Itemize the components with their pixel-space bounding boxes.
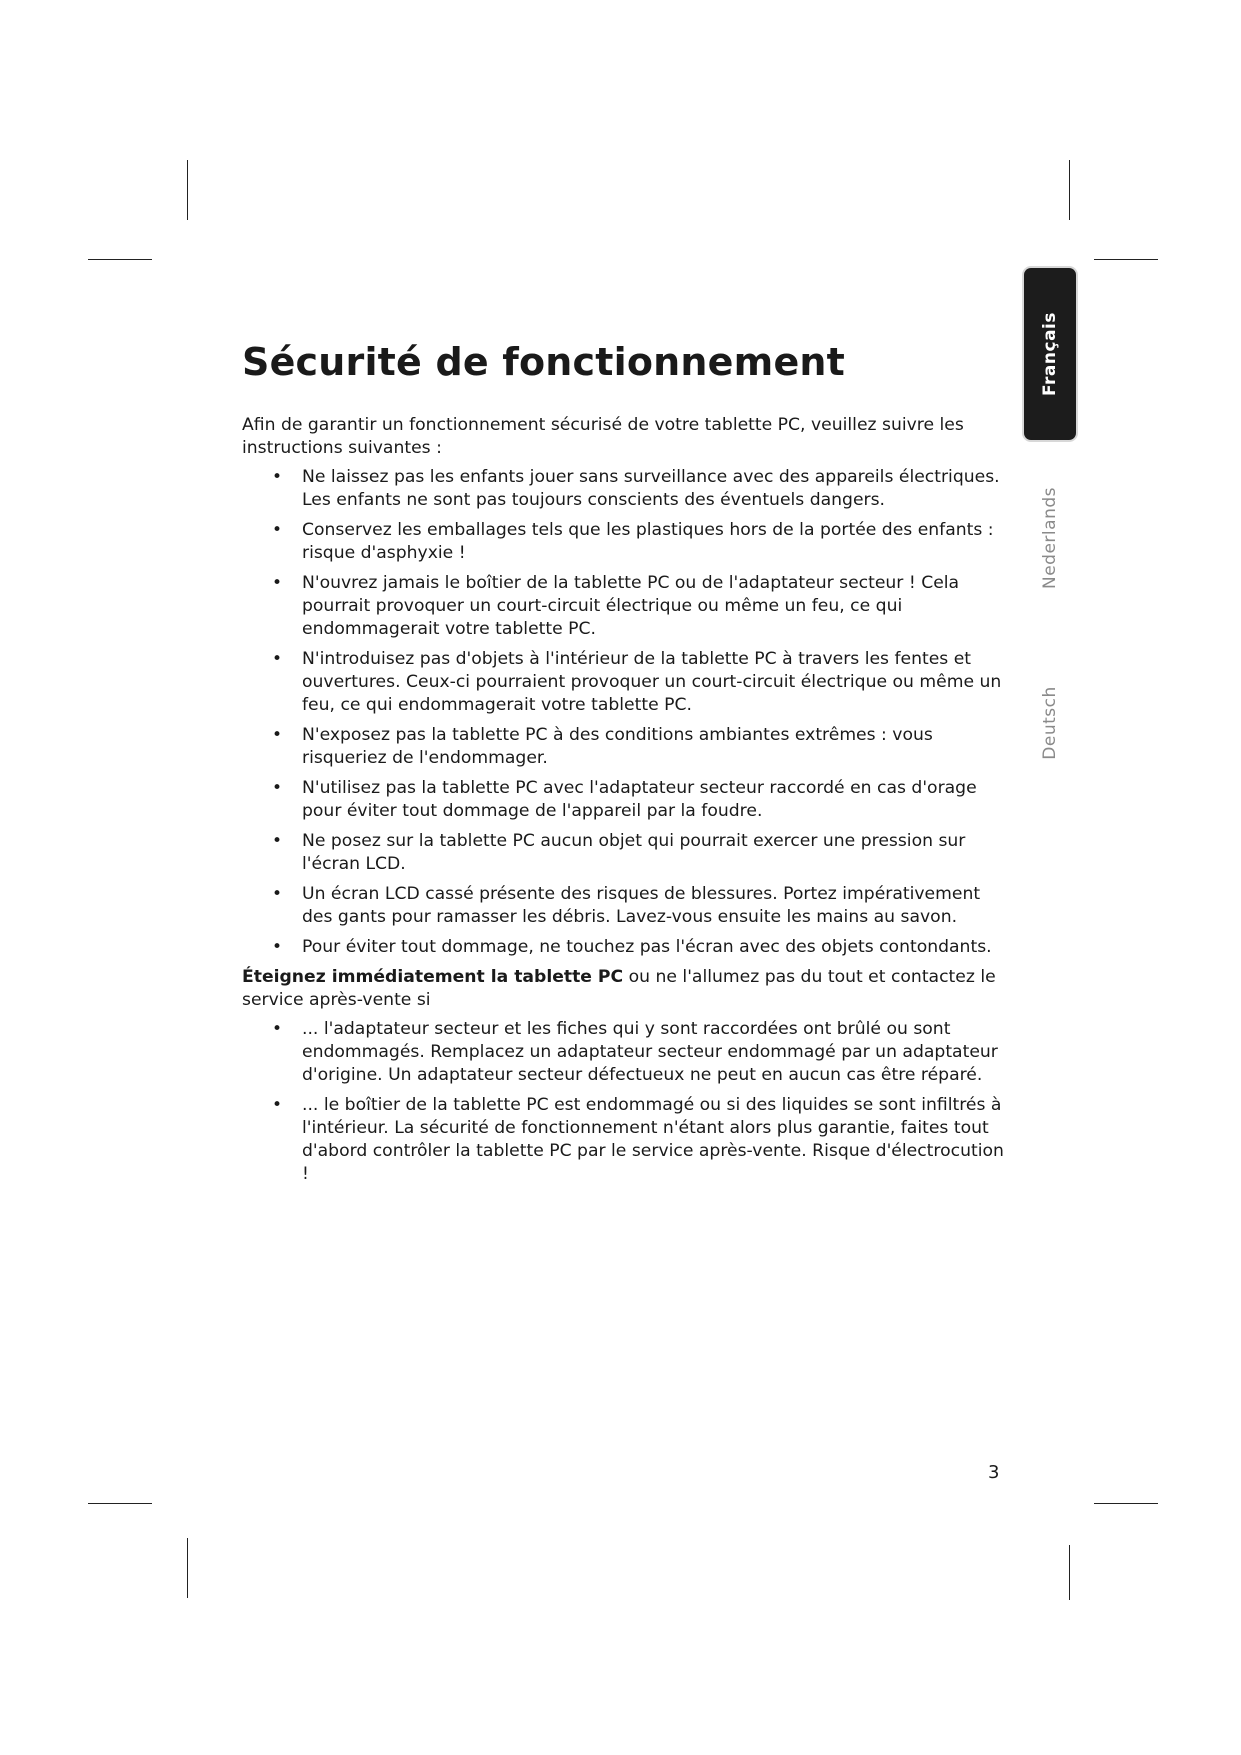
crop-mark-bottom-right-vertical (1069, 1545, 1070, 1600)
list-item (242, 936, 1012, 959)
language-tab-nederlands: Nederlands (1040, 487, 1060, 589)
bullet-icon: • (272, 778, 283, 798)
crop-mark-top-right-horizontal (1094, 259, 1158, 260)
crop-mark-top-left-vertical (187, 160, 188, 220)
warning-list (242, 1018, 1012, 1186)
bullet-icon: • (272, 884, 283, 904)
list-item-text: N'ouvrez jamais le boîtier de la tablette PC ou de l'adaptateur secteur ! Cela pourrait provoquer un court-circuit électrique ou même un feu, ce qui endommagerait votre tablette PC. (302, 573, 960, 639)
bullet-icon: • (272, 831, 283, 851)
list-item-text: Ne posez sur la tablette PC aucun objet qui pourrait exercer une pression sur l'écran LCD. (302, 831, 966, 874)
warning-paragraph (242, 966, 1012, 1012)
page-title: Sécurité de fonctionnement (242, 340, 846, 384)
crop-mark-top-left-horizontal (88, 259, 152, 260)
bullet-icon: • (272, 1095, 283, 1115)
bullet-icon: • (272, 649, 283, 669)
intro-paragraph: Afin de garantir un fonctionnement sécurisé de votre tablette PC, veuillez suivre les instructions suivantes : (242, 415, 964, 458)
bullet-icon: • (272, 1019, 283, 1039)
list-item (242, 519, 1012, 565)
crop-mark-bottom-left-vertical (187, 1538, 188, 1598)
list-item-text: N'exposez pas la tablette PC à des conditions ambiantes extrêmes : vous risqueriez de l'endommager. (302, 725, 933, 768)
language-tab-francais: Français (1040, 312, 1060, 396)
crop-mark-bottom-right-horizontal (1094, 1503, 1158, 1504)
language-tab-deutsch: Deutsch (1040, 686, 1060, 760)
crop-mark-bottom-left-horizontal (88, 1503, 152, 1504)
list-item-text: ... l'adaptateur secteur et les fiches qui y sont raccordées ont brûlé ou sont endommagés. Remplacez un adaptateur secteur endommagé par un adaptateur d'origine. Un adaptateur secteur défectueux ne peut en aucun cas être réparé. (302, 1019, 998, 1085)
list-item (242, 724, 1012, 770)
crop-mark-top-right-vertical (1069, 160, 1070, 220)
list-item (242, 1094, 1012, 1186)
list-item (242, 466, 1012, 512)
bullet-icon: • (272, 573, 283, 593)
list-item-text: Un écran LCD cassé présente des risques de blessures. Portez impérativement des gants pour ramasser les débris. Lavez-vous ensuite les mains au savon. (302, 884, 981, 927)
list-item-text: Conservez les emballages tels que les plastiques hors de la portée des enfants : risque d'asphyxie ! (302, 520, 994, 563)
list-item (242, 777, 1012, 823)
bullet-icon: • (272, 937, 283, 957)
list-item-text: Ne laissez pas les enfants jouer sans surveillance avec des appareils électriques. Les enfants ne sont pas toujours conscients des éventuels dangers. (302, 467, 1000, 510)
list-item (242, 830, 1012, 876)
list-item-text: ... le boîtier de la tablette PC est endommagé ou si des liquides se sont infiltrés à l'intérieur. La sécurité de fonctionnement n'étant alors plus garantie, faites tout d'abord contrôler la tablette PC par le service après-vente. Risque d'électrocution ! (302, 1095, 1004, 1184)
main-content (242, 340, 1012, 1193)
list-item (242, 572, 1012, 641)
warning-emphasis: Éteignez immédiatement la tablette PC (242, 967, 624, 987)
list-item-text: N'utilisez pas la tablette PC avec l'adaptateur secteur raccordé en cas d'orage pour éviter tout dommage de l'appareil par la foudre. (302, 778, 977, 821)
bullet-icon: • (272, 467, 283, 487)
warning-text: ou ne l'allumez pas du tout et contactez le service après-vente si (242, 967, 996, 1010)
list-item (242, 883, 1012, 929)
list-item-text: N'introduisez pas d'objets à l'intérieur de la tablette PC à travers les fentes et ouvertures. Ceux-ci pourraient provoquer un court-circuit électrique ou même un feu, ce qui endommagerait votre tablette PC. (302, 649, 1002, 715)
bullet-icon: • (272, 520, 283, 540)
bullet-icon: • (272, 725, 283, 745)
list-item (242, 648, 1012, 717)
list-item (242, 1018, 1012, 1087)
safety-list (242, 466, 1012, 959)
list-item-text: Pour éviter tout dommage, ne touchez pas l'écran avec des objets contondants. (302, 937, 992, 957)
page-number: 3 (988, 1462, 1000, 1483)
